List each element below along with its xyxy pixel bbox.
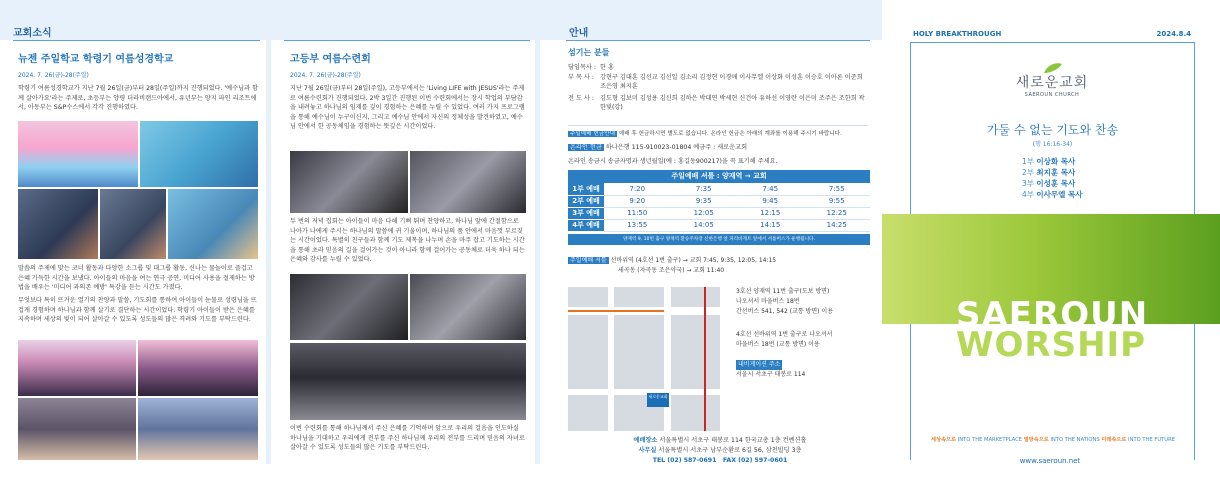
map-road [664,287,671,431]
service-label: 2부 예배 [568,195,604,207]
article-date: 2024. 7. 26(금)-28(주일) [18,72,89,79]
servants-title: 섬기는 분들 [568,48,610,57]
time-cell: 7:55 [804,183,871,195]
slogan-en: INTO THE NATIONS [1050,437,1100,443]
footer-row [568,446,872,456]
photo-vbs-kids-1 [18,189,98,259]
offering-text: 예배 후 헌금하시면 별도로 없습니다. 온라인 헌금은 아래의 계좌를 이용해 주시기 바랍니다. [618,131,842,137]
column-divider-2 [535,40,540,464]
time-cell: 9:55 [804,195,871,207]
website-link[interactable]: www.saeroun.net [1019,457,1081,465]
preacher-service: 2부 [1022,168,1035,177]
footer-row [568,436,872,446]
guide-header-bar [540,0,883,40]
direction-line: 3호선 양재역 11번 출구(도보 방면) [736,288,830,295]
preacher-name: 이성훈 목사 [1036,179,1076,188]
nav-label: 내비게이션 주소 [738,361,781,368]
news-section-title: 교회소식 [13,28,52,39]
article-title: 뉴젠 주일학교 학령기 여름성경학교 [18,54,174,65]
guide-header-underline [566,40,870,41]
route-text: 세곡동 (자곡동 조은약국) → 교회 11:40 [618,267,725,274]
preacher-list [1022,156,1122,200]
route-label: 주일예배 셔틀 [570,257,607,264]
preacher-name: 이상화 목사 [1036,157,1076,166]
photo-vbs-worship-2 [138,340,258,396]
preacher-service: 4부 [1022,190,1035,199]
preacher-service: 1부 [1022,157,1035,166]
offering-label: 주일예배 헌금안내 [570,131,616,137]
footer-label: 예배장소 [633,437,658,444]
time-cell: 7:20 [604,183,671,195]
time-cell: 13:55 [604,219,671,231]
tel-number: (02) 587-0691 [667,457,717,464]
cover-top-bar [910,30,1195,41]
article-date: 2024. 7. 26(금)-28(주일) [290,72,361,79]
slogan-row [914,436,1192,443]
time-cell: 9:35 [671,195,738,207]
offering-text: 하나은행 115-910023-01804 예금주 : 새로운교회 [605,144,748,151]
offering-text: 온라인 송금시 송금자명과 생년월일(예 : 홍길동900217)을 꼭 표기해 주세요. [568,158,778,165]
service-label: 4부 예배 [568,219,604,231]
slogan-ko: 세상속으로 [931,437,957,443]
leaf-icon [1042,62,1064,74]
news-header-bar [0,0,540,40]
worship-line-2: WORSHIP [956,325,1147,365]
shuttle-note: 양재역 9, 10번 출구 양재역 환승주차장 신한은행 앞 파리바게트 앞에서 셔틀버스가 운행됩니다. [568,234,870,245]
article-paragraph: 지난 7월 26일(금)부터 28일(주일), 고등부에서는 'Living LIFE with JESUS'라는 주제로 여름수련회가 진행되었다. 2박 3일간 진행된 이번 수련회에서는 장시 학업의 부담감을 내려놓고 하나님의 임재를 깊이 경험하는 은혜를 누릴 수 있었다. 여러 가지 프로그램을 통해 예수님이 누구이신지, 그리고 예수님 안에서 자신의 정체성을 발견하였고, 예수님 안에서 한 공동체임을 경험하는 뜻깊은 시간이었다. [290,85,525,130]
preacher-row [1022,178,1122,189]
photo-retreat-1 [290,151,408,213]
direction-line: 마을버스 18번 (교통 방면) 이용 [736,341,820,348]
time-cell: 14:15 [737,219,804,231]
shuttle-row [568,219,870,231]
route-text: 선바위역 (4호선 1번 출구) → 교회 7:45, 9:35, 12:05, 14:15 [610,257,777,264]
time-cell: 7:35 [671,183,738,195]
time-cell: 7:45 [737,183,804,195]
subway-line [704,287,706,431]
cover-date: 2024.8.4 [1156,30,1191,38]
route-row [568,256,870,266]
map-road [568,389,720,395]
photo-vbs-water [140,121,258,187]
preacher-name: 최지훈 목사 [1036,168,1076,177]
preacher-row [1022,156,1122,167]
slogan-en: INTO THE MARKETPLACE [957,437,1022,443]
footer-text: 서울특별시 서초구 태봉로 114 한국교총 1층 컨벤션홀 [659,437,807,444]
subway-line [568,310,664,312]
footer-row [568,456,872,466]
article-paragraph: 이번 수련회를 통해 하나님께서 주신 은혜를 기억하며 앞으로 우리의 걸음을 인도하실 하나님을 기대하고 우리에게 전부를 주신 하나님께 우리의 전부를 드리며 믿음의 자녀로 살아갈 수 있도록 성도들의 많은 기도를 부탁드린다. [290,425,525,451]
photo-retreat-2 [410,151,526,213]
time-cell: 11:50 [604,207,671,219]
time-cell: 14:05 [671,219,738,231]
time-cell: 12:05 [671,207,738,219]
cover-tagline: HOLY BREAKTHROUGH [913,30,1002,38]
servant-role: 담임목사 : [568,64,596,71]
photo-retreat-4 [410,274,526,340]
direction-line: 4호선 선바위역 1번 출구로 나오셔서 [736,331,833,338]
article-paragraph: 학령기 여름성경학교가 지난 7월 26일(금)부터 28일(주일)까지 진행되었다. '예수님과 함께 살아가요'라는 주제로, 초등부는 양평 더라비랜드아에서, 유년부는 양지 파인 리조트에서, 아동부는 S&P수스에서 각각 진행하였다. [18,85,259,111]
worship-title [956,295,1156,365]
sermon-title: 가둘 수 없는 기도와 찬송 [986,123,1119,137]
servant-names: 한 홍 [600,64,614,71]
article-paragraph: 무엇보다 특히 뜨거운 열기의 찬양과 말씀, 기도회를 통하여 아이들이 눈물로 성령님을 뜨겁게 경험하며 하나님과 함께 살기로 결단하는 시간이었다. 학령기 아이들이 받은 은혜를 지속하며 세상의 빛이 되어 살아갈 수 있도록 성도들의 많은 격려와 기도를 부탁드린다. [18,297,257,323]
worship-line-1: SAEROUN [956,295,1149,335]
service-label: 1부 예배 [568,183,604,195]
directions-block [736,287,872,380]
offering-row [568,143,870,153]
shuttle-row [568,207,870,219]
column-divider [266,40,271,464]
preacher-name: 이사무엘 목사 [1036,190,1083,199]
fax-number: (02) 597-0601 [738,457,788,464]
article-paragraph: 두 번의 저녁 집회는 아이들이 마음 다해 기뻐 뛰며 찬양하고, 하나님 앞에 간절함으로 나아가 나에게 주시는 하나님의 말씀에 귀 기울이며, 하나님의 품 안에서 마음껏 부르짖는 시간이었다. 특별히 친구들과 함께 기도 제목을 나누며 손을 마주 잡고 기도하는 시간을 통해 초라 믿음의 길을 걸어가는 것이 아니라 함께 걸어가는 공동체로 더욱 하나 되는 은혜와 감사를 누릴 수 있었다. [290,218,525,263]
photo-vbs-kids-2 [100,189,166,259]
photo-vbs-crowd-1 [18,398,136,460]
servant-row [568,94,868,113]
time-cell: 12:15 [737,207,804,219]
church-label: 새로운교회 [648,394,668,399]
photo-retreat-group [290,343,526,420]
tel-label: TEL [652,457,666,464]
servant-row [568,63,868,73]
time-cell: 9:45 [737,195,804,207]
church-marker [647,393,669,407]
news-header-underline [13,40,260,41]
fax-label: FAX [722,457,736,464]
shuttle-row [568,195,870,207]
shuttle-row [568,183,870,195]
photo-vbs-stage [18,121,138,187]
shuttle-title: 주일예배 셔틀 : 양재역 → 교회 [568,170,870,183]
preacher-row [1022,167,1122,178]
servant-role: 부 목 사 : [568,73,594,81]
servant-names: 김도형 김보미 김성용 김신희 김하은 박대연 박세현 신건아 유하선 이영란 이은미 조주은 조한희 곽한빛(강) [600,94,865,111]
article-summer-bible-school [18,50,258,113]
church-name-en: SAEROUN CHURCH [1024,92,1080,98]
offering-block [568,129,870,167]
scripture-ref: (행 16:16-34) [1032,141,1073,148]
news-header-underline-2 [284,40,530,41]
guide-divider [568,125,868,126]
servant-names: 강현구 김대훈 김선교 김선일 김소리 김정현 이경애 이사무엘 이상화 이성훈 이승호 이아론 이준희 조은영 최지훈 [600,73,863,90]
church-name: 새로운교회 [1015,75,1089,91]
preacher-row [1022,189,1122,200]
slogan-en: INTO THE FUTURE [1128,437,1175,443]
offering-label: 온라인 헌금 [570,144,602,151]
time-cell: 9:20 [604,195,671,207]
nav-address: 서울시 서초구 태봉로 114 [736,371,806,378]
service-label: 3부 예배 [568,207,604,219]
preacher-service: 3부 [1022,179,1035,188]
photo-vbs-kids-3 [168,189,258,259]
footer-label: 사무실 [638,447,657,454]
servants-block [568,47,868,113]
offering-row [568,129,870,139]
footer-text: 서울특별시 서초구 남부순환로 6길 56, 삼천빌딩 3층 [658,447,802,454]
photo-vbs-worship-1 [18,340,136,396]
article-high-school-retreat [290,50,526,132]
servant-row [568,73,868,92]
direction-line: 나오셔서 마을버스 18번 [736,298,800,305]
shuttle-times [568,183,870,232]
location-map [568,287,720,431]
guide-section-title: 안내 [569,28,589,39]
direction-line: 간선버스 541, 542 (교통 방면) 이용 [736,308,833,315]
time-cell: 14:25 [804,219,871,231]
servant-role: 전 도 사 : [568,94,594,102]
article-title: 고등부 여름수련회 [290,54,371,65]
article-paragraph: 말씀의 주제에 맞는 코너 활동과 다양한 소그룹 및 대그룹 활동, 신나는 물놀이로 즐겁고 은혜 가득한 시간을 보냈다. 아이들의 마음을 여는 연극 공연, 미디어 사용을 절제하는 방법을 배우는 '미디어 과의존 예방' 특강을 듣는 시간도 가졌다. [18,265,255,291]
offering-row [568,157,870,167]
contact-footer [568,436,872,466]
slogan-ko: 미래속으로 [1101,437,1127,443]
shuttle-table [568,170,870,245]
map-road [608,287,614,431]
church-logo [1002,72,1102,98]
slogan-ko: 열방속으로 [1023,437,1049,443]
photo-retreat-3 [290,274,408,340]
photo-vbs-crowd-2 [138,398,258,460]
time-cell: 12:25 [804,207,871,219]
shuttle-route-block [568,256,870,276]
